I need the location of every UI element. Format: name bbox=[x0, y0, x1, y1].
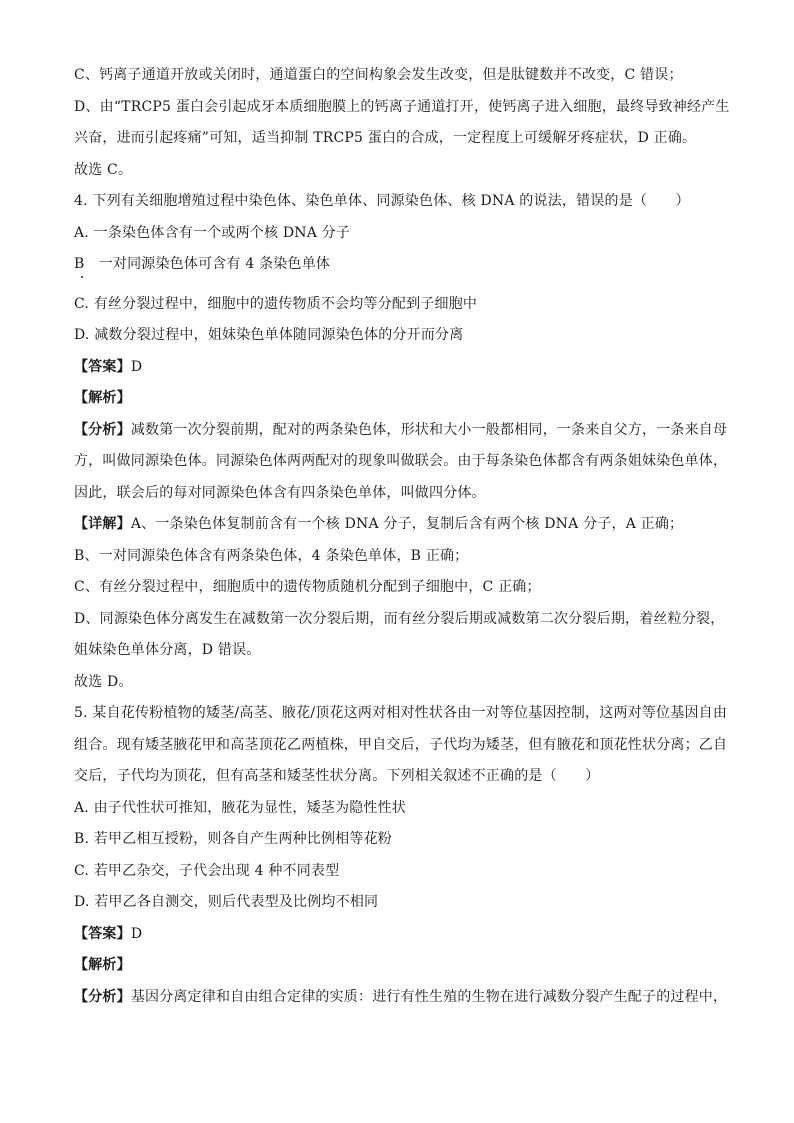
document-page bbox=[74, 60, 730, 1013]
answer-tag: 【答案】 bbox=[74, 925, 131, 942]
fenxi-text: 基因分离定律和自由组合定律的实质：进行有性生殖的生物在进行减数分裂产生配子的过程中， bbox=[130, 988, 728, 1005]
q4-xiangjie-a bbox=[74, 509, 724, 541]
q5-stem-line2: 组合。现有矮茎腋花甲和高茎顶花乙两植株，甲自交后，子代均为矮茎，但有腋花和顶花性状分离；乙自 bbox=[74, 736, 728, 753]
q4-option-b: B 一对同源染色体可含有 4 条染色单体 bbox=[74, 256, 331, 272]
q4-xiangjie-d-line1: D、同源染色体分离发生在减数第一次分裂后期，而有丝分裂后期或减数第二次分裂后期，着丝粒分裂， bbox=[74, 610, 725, 627]
q4-fenxi-line2: 方，叫做同源染色体。同源染色体两两配对的现象叫做联会。由于每条染色体都含有两条姐妹染色单体， bbox=[74, 453, 728, 469]
q5-stem-line1: 5. 某自花传粉植物的矮茎/高茎、腋花/顶花这两对相对性状各由一对等位基因控制，这两对等位基因自由 bbox=[74, 705, 728, 721]
fenxi-text: 减数第一次分裂前期，配对的两条染色体，形状和大小一般都相同，一条来自父方，一条来自母 bbox=[130, 421, 728, 438]
q4-option-a: A. 一条染色体含有一个或两个核 DNA 分子 bbox=[74, 224, 351, 241]
q3-choose: 故选 C。 bbox=[74, 161, 133, 178]
xiangjie-text: A、一条染色体复制前含有一个核 DNA 分子，复制后含有两个核 DNA 分子，A 正确； bbox=[130, 516, 684, 532]
spacer bbox=[74, 281, 724, 289]
q5-stem-line3: 交后，子代均为顶花，但有高茎和矮茎性状分离。下列相关叙述不正确的是（ ） bbox=[74, 768, 600, 784]
q4-option-d: D. 减数分裂过程中，姐妹染色单体随同源染色体的分开而分离 bbox=[74, 327, 464, 343]
q4-stem: 4. 下列有关细胞增殖过程中染色体、染色单体、同源染色体、核 DNA 的说法，错误的是（ ） bbox=[74, 193, 690, 209]
q3-option-c-explanation: C、钙离子通道开放或关闭时，通道蛋白的空间构象会发生改变，但是肽键数并不改变，C 错误； bbox=[74, 67, 683, 83]
q4-xiangjie-c: C、有丝分裂过程中，细胞质中的遗传物质随机分配到子细胞中，C 正确； bbox=[74, 579, 541, 595]
q3-option-d-explanation-line1: D、由“TRCP5 蛋白会引起成牙本质细胞膜上的钙离子通道打开，使钙离子进入细胞，最终导致神经产生 bbox=[74, 98, 730, 115]
fenxi-tag: 【分析】 bbox=[74, 421, 131, 438]
q5-answer bbox=[74, 919, 724, 951]
answer-value: D bbox=[130, 925, 143, 942]
stray-mark bbox=[81, 276, 83, 278]
q4-choose: 故选 D。 bbox=[74, 673, 133, 690]
q4-answer bbox=[74, 352, 724, 384]
q5-fenxi-line1 bbox=[74, 982, 728, 1014]
q4-fenxi-line1 bbox=[74, 415, 728, 447]
answer-value: D bbox=[130, 358, 143, 375]
answer-tag: 【答案】 bbox=[74, 358, 131, 375]
q4-xiangjie-b: B、一对同源染色体含有两条染色体，4 条染色单体，B 正确； bbox=[74, 547, 469, 564]
q5-option-a: A. 由子代性状可推知，腋花为显性，矮茎为隐性性状 bbox=[74, 799, 407, 816]
q3-option-d-explanation-line2: 兴奋，进而引起疼痛”可知，适当抑制 TRCP5 蛋白的合成，一定程度上可缓解牙疼症状，D 正确。 bbox=[74, 130, 697, 146]
q5-option-c: C. 若甲乙杂交，子代会出现 4 种不同表型 bbox=[74, 862, 340, 879]
q5-option-d: D. 若甲乙各自测交，则后代表型及比例均不相同 bbox=[74, 894, 379, 910]
q5-analysis-tag: 【解析】 bbox=[74, 957, 131, 973]
q4-analysis-tag: 【解析】 bbox=[74, 390, 131, 406]
q5-option-b: B. 若甲乙相互授粉，则各自产生两种比例相等花粉 bbox=[74, 831, 392, 847]
q4-fenxi-line3: 因此，联会后的每对同源染色体含有四条染色单体，叫做四分体。 bbox=[74, 484, 486, 501]
q4-xiangjie-d-line2: 姐妹染色单体分离，D 错误。 bbox=[74, 642, 261, 658]
q4-option-c: C. 有丝分裂过程中，细胞中的遗传物质不会均等分配到子细胞中 bbox=[74, 295, 478, 312]
xiangjie-tag: 【详解】 bbox=[74, 516, 131, 532]
fenxi-tag: 【分析】 bbox=[74, 988, 131, 1005]
